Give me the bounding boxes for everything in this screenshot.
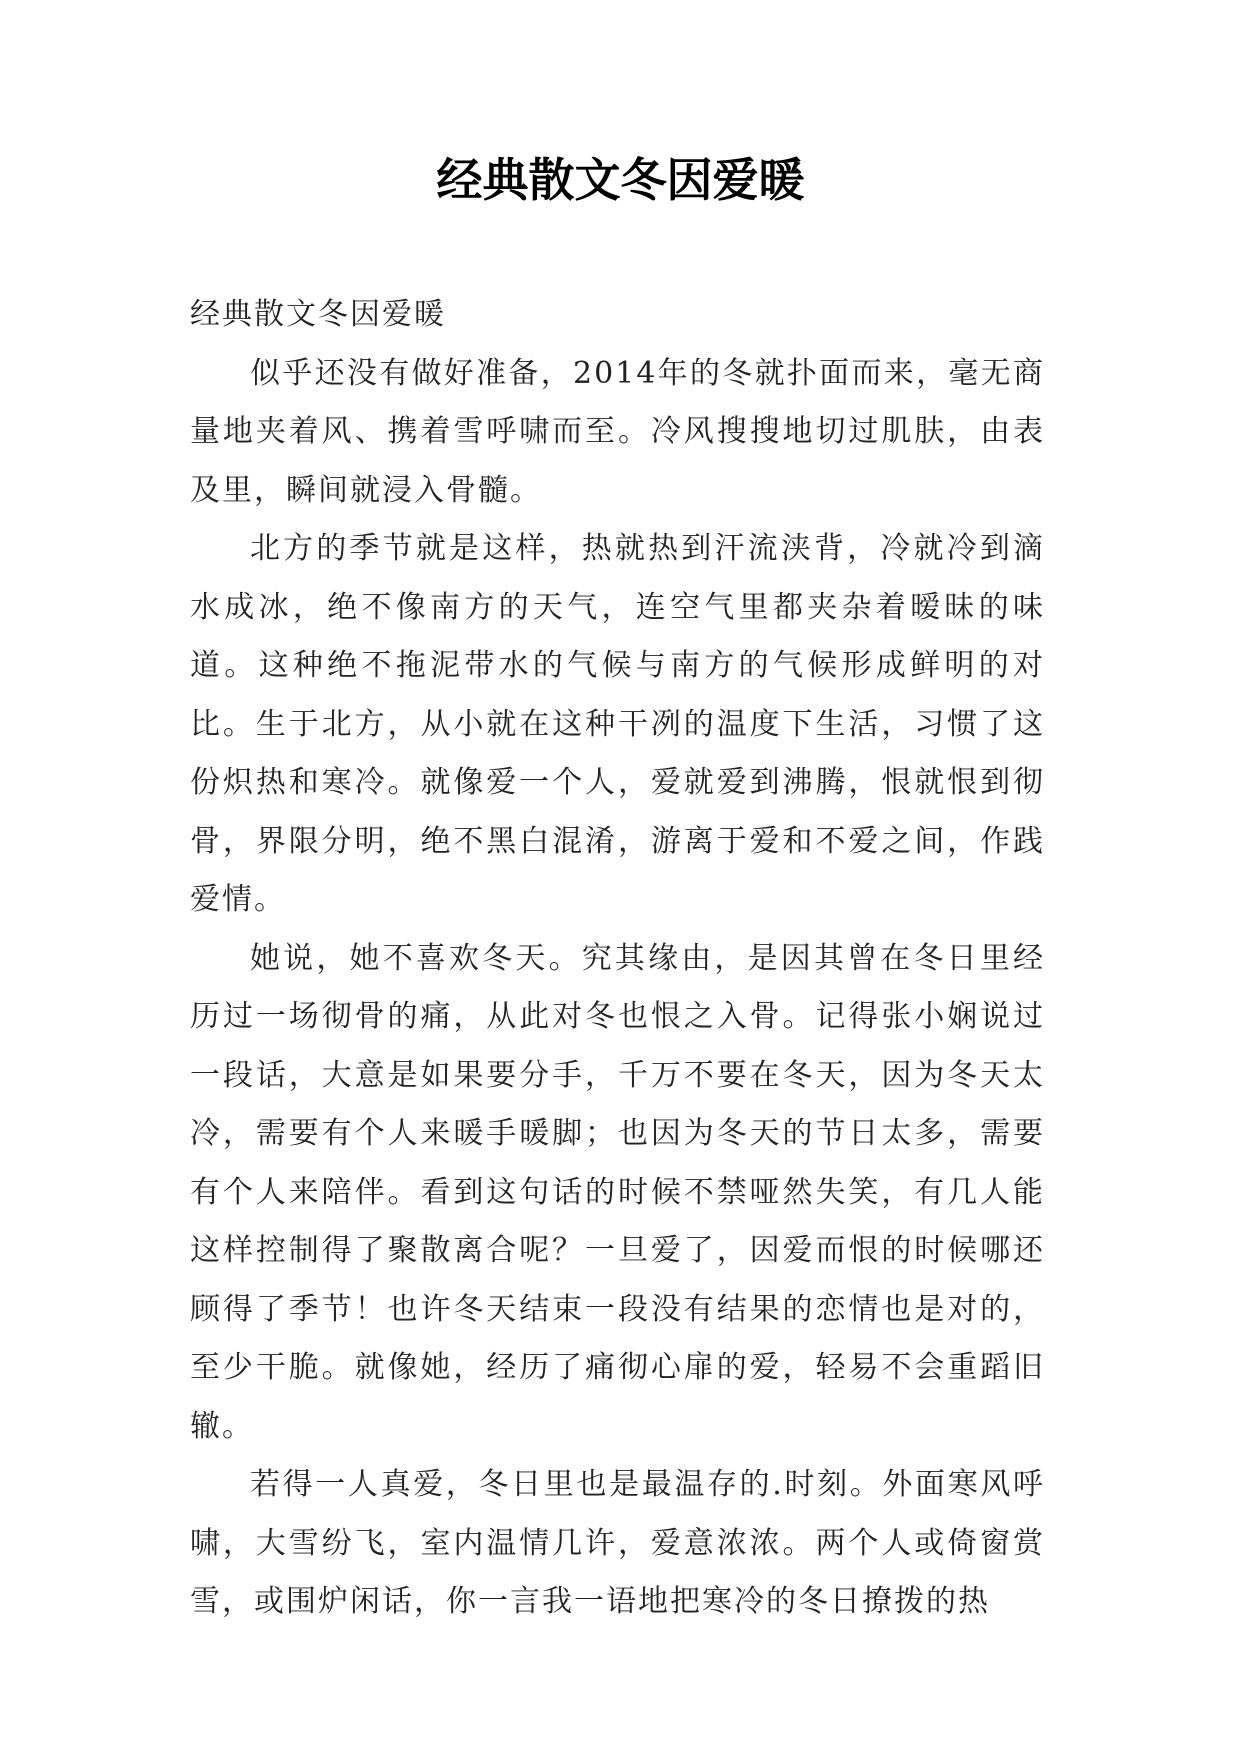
paragraph: 若得一人真爱，冬日里也是最温存的.时刻。外面寒风呼啸，大雪纷飞，室内温情几许，爱意浓浓。两个人或倚窗赏雪，或围炉闲话，你一言我一语地把寒冷的冬日撩拨的热 <box>190 1467 1045 1619</box>
document-title: 经典散文冬因爱暖 <box>436 153 805 207</box>
document-subtitle: 经典散文冬因爱暖 <box>190 297 446 332</box>
document-body <box>190 286 1045 1632</box>
paragraph: 她说，她不喜欢冬天。究其缘由，是因其曾在冬日里经历过一场彻骨的痛，从此对冬也恨之入骨。记得张小娴说过一段话，大意是如果要分手，千万不要在冬天，因为冬天太冷，需要有个人来暖手暖脚；也因为冬天的节日太多，需要有个人来陪伴。看到这句话的时候不禁哑然失笑，有几人能这样控制得了聚散离合呢？一旦爱了，因爱而恨的时候哪还顾得了季节！也许冬天结束一段没有结果的恋情也是对的，至少干脆。就像她，经历了痛彻心扉的爱，轻易不会重蹈旧辙。 <box>190 940 1045 1444</box>
paragraph: 似乎还没有做好准备，2014年的冬就扑面而来，毫无商量地夹着风、携着雪呼啸而至。冷风搜搜地切过肌肤，由表及里，瞬间就浸入骨髓。 <box>190 355 1045 508</box>
paragraph: 北方的季节就是这样，热就热到汗流浃背，冷就冷到滴水成冰，绝不像南方的天气，连空气里都夹杂着暧昧的味道。这种绝不拖泥带水的气候与南方的气候形成鲜明的对比。生于北方，从小就在这种干冽的温度下生活，习惯了这份炽热和寒冷。就像爱一个人，爱就爱到沸腾，恨就恨到彻骨，界限分明，绝不黑白混淆，游离于爱和不爱之间，作践爱情。 <box>190 531 1045 917</box>
